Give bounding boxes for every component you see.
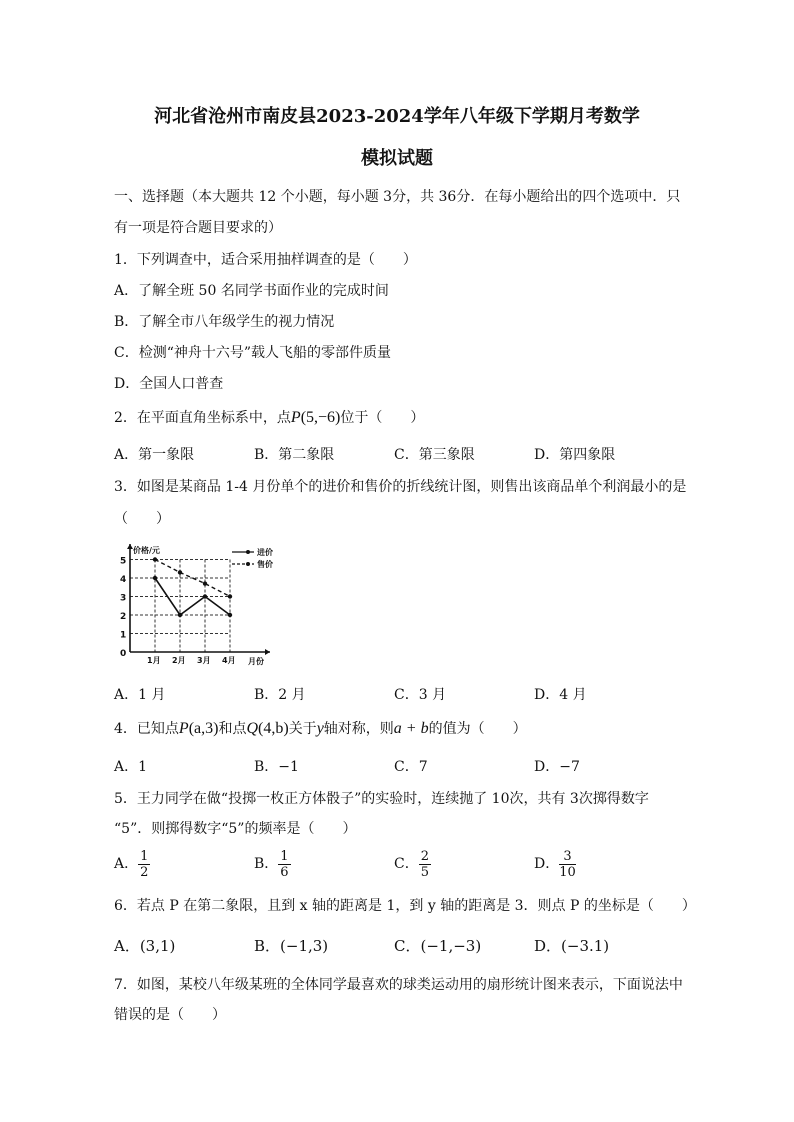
q4-mid: 和点 — [218, 721, 247, 737]
legend-marker — [246, 562, 250, 566]
y-tick-label: 3 — [120, 593, 127, 604]
q4-option-d: D．−7 — [534, 759, 580, 775]
q1-stem: 1．下列调查中，适合采用抽样调查的是（ ） — [114, 252, 417, 268]
page-title: 河北省沧州市南皮县2023-2024学年八年级下学期月考数学 — [154, 106, 640, 127]
page-subtitle: 模拟试题 — [361, 148, 433, 169]
data-point — [178, 613, 182, 617]
q2-stem-pre: 2．在平面直角坐标系中，点 — [114, 410, 291, 426]
y-tick-label: 0 — [120, 649, 127, 659]
q5-option-d-label: D． — [534, 856, 560, 872]
q4-p-coords: (a,3) — [188, 720, 219, 737]
q5-option-a-fraction — [138, 849, 150, 880]
q4-option-a: A．1 — [114, 759, 148, 775]
fraction-numerator: 1 — [280, 848, 289, 864]
q1-option-a: A．了解全班 50 名同学书面作业的完成时间 — [114, 283, 389, 299]
q1-option-b: B．了解全市八年级学生的视力情况 — [114, 314, 335, 330]
q5-option-b — [254, 846, 291, 882]
q6-option-a: A．(3,1) — [114, 937, 176, 955]
fraction-denominator: 10 — [559, 864, 576, 880]
q5-option-a-label: A． — [114, 856, 139, 872]
q1-option-d: D．全国人口普查 — [114, 376, 224, 392]
data-point — [153, 576, 157, 580]
q2-option-a: A．第一象限 — [114, 447, 195, 463]
data-point — [228, 594, 232, 598]
q4-option-c: C．7 — [394, 759, 428, 775]
data-point — [153, 557, 157, 561]
q4-point-p: P — [178, 720, 189, 737]
q4-expr: a + b — [393, 720, 429, 737]
q2-option-c: C．第三象限 — [394, 447, 475, 463]
x-tick-label: 4月 — [222, 656, 236, 665]
q4-axis: y — [316, 720, 324, 737]
q3-stem: 3．如图是某商品 1-4 月份单个的进价和售价的折线统计图，则售出该商品单个利润最小的是 — [114, 479, 687, 495]
section-heading-line1: 一、选择题（本大题共 12 个小题，每小题 3分，共 36分．在每小题给出的四个选项中．只 — [114, 189, 681, 205]
data-point — [203, 581, 207, 585]
q5-option-a — [114, 846, 150, 882]
q2-coords: (5,−6) — [300, 409, 341, 426]
y-tick-label: 2 — [120, 612, 127, 622]
x-axis-label: 月份 — [248, 657, 264, 666]
q3-option-b: B．2 月 — [254, 687, 306, 703]
q3-stem-cont: （ ） — [114, 511, 170, 527]
q5-option-b-label: B． — [254, 856, 279, 872]
section-heading-line2: 有一项是符合题目要求的） — [114, 220, 282, 236]
q2-option-d: D．第四象限 — [534, 447, 616, 463]
fraction-denominator: 2 — [140, 864, 149, 880]
data-point — [203, 594, 207, 598]
q4-post2: 轴对称，则 — [323, 721, 394, 737]
q6-stem: 6．若点 P 在第二象限，且到 x 轴的距离是 1，到 y 轴的距离是 3．则点 P 的坐标是（ ） — [114, 898, 696, 914]
fraction-numerator: 1 — [140, 848, 149, 864]
q1-option-c: C．检测“神舟十六号”载人飞船的零部件质量 — [114, 345, 392, 361]
legend-label: 进价 — [257, 548, 273, 557]
q4-point-q: Q — [246, 720, 259, 737]
q3-option-d: D．4 月 — [534, 687, 587, 703]
q5-stem-cont: “5”．则掷得数字“5”的频率是（ ） — [114, 821, 357, 837]
q5-option-b-fraction — [278, 849, 290, 880]
q6-option-c: C．(−1,−3) — [394, 937, 482, 955]
q4-post3: 的值为（ ） — [428, 721, 527, 737]
x-axis-arrow — [265, 649, 270, 655]
price-line-chart — [114, 540, 284, 670]
q3-option-a: A．1 月 — [114, 687, 166, 703]
q5-stem: 5．王力同学在做“投掷一枚正方体骰子”的实验时，连续抛了 10次，共有 3次掷得数字 — [114, 791, 649, 807]
x-tick-label: 2月 — [172, 656, 186, 665]
q6-option-d: D．(−3.1) — [534, 937, 610, 955]
q2-stem — [114, 409, 424, 427]
data-point — [178, 570, 182, 574]
q4-q-coords: (4,b) — [258, 720, 289, 737]
x-tick-label: 3月 — [197, 656, 211, 665]
y-axis-label: 价格/元 — [133, 546, 160, 555]
q2-option-b: B．第二象限 — [254, 447, 335, 463]
fraction-denominator: 6 — [280, 864, 289, 880]
y-tick-label: 4 — [120, 575, 127, 585]
q2-point: P — [290, 409, 301, 426]
q7-stem-cont: 错误的是（ ） — [114, 1007, 226, 1023]
q5-option-c — [394, 846, 431, 882]
q6-option-b: B．(−1,3) — [254, 937, 329, 955]
fraction-numerator: 3 — [559, 849, 576, 865]
q5-option-d — [534, 846, 576, 882]
y-tick-label: 5 — [120, 556, 127, 567]
q5-option-d-fraction — [559, 849, 576, 880]
legend-marker — [246, 550, 250, 554]
q4-stem-pre: 4．已知点 — [114, 721, 179, 737]
q4-option-b: B．−1 — [254, 759, 299, 775]
q7-stem: 7．如图，某校八年级某班的全体同学最喜欢的球类运动用的扇形统计图来表示，下面说法中 — [114, 977, 683, 993]
x-tick-label: 1月 — [147, 656, 161, 665]
fraction-numerator: 2 — [420, 848, 429, 864]
q2-stem-post: 位于（ ） — [340, 410, 425, 426]
q4-stem — [114, 720, 527, 738]
y-tick-label: 1 — [120, 630, 127, 641]
fraction-denominator: 5 — [420, 864, 429, 880]
q5-option-c-label: C． — [394, 856, 419, 872]
q5-option-c-fraction — [419, 849, 431, 880]
data-point — [228, 613, 232, 617]
q3-option-c: C．3 月 — [394, 687, 447, 703]
legend-label: 售价 — [257, 560, 273, 569]
q4-post1: 关于 — [288, 721, 317, 737]
